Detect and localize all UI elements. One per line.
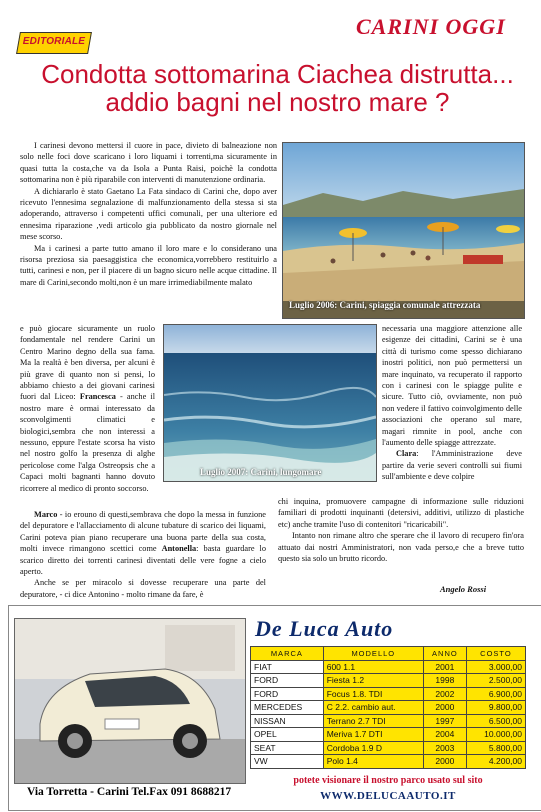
car-image — [15, 619, 245, 783]
headline — [20, 60, 535, 116]
sea-photo-image — [164, 325, 376, 481]
table-row — [251, 755, 526, 769]
car-brand: FORD — [251, 687, 324, 701]
car-photo — [14, 618, 246, 784]
car-model: Polo 1.4 — [323, 755, 423, 769]
author-signature: Angelo Rossi — [440, 584, 487, 594]
sea-photo-caption: Luglio 2007: Carini, lungomare — [200, 467, 322, 477]
article-paragraph — [382, 448, 522, 482]
beach-photo-caption: Luglio 2006: Carini, spiaggia comunale attrezzata — [289, 300, 481, 310]
article-paragraph: Anche se per miracolo si dovesse recuperare una parte del depuratore, - ci dice Antonino - molto rimane da fare, è — [20, 578, 266, 599]
speaker-name: Marco — [34, 510, 58, 519]
article-paragraph: chi inquina, promuovere campagne di informazione sulle riduzioni familiari di prodotti inquinanti (detersivi, additivi, utilizzo di plastiche etc) anche tramite l'uso di contenitori "ricaricabili". — [278, 497, 524, 529]
table-row — [251, 728, 526, 742]
table-row — [251, 741, 526, 755]
car-brand: SEAT — [251, 741, 324, 755]
car-year: 2001 — [423, 660, 466, 674]
speaker-name: Francesca — [79, 392, 116, 402]
article-paragraph: necessaria una maggiore attenzione alle esigenze dei cittadini, Carini se è una città di turismo come spesso dichiarano inostri politici, non può permettersi un mare inquinato, va recuperato il rapporto con i carinesi con le spiagge pulite e sicure. Tutto ciò, ovviamente, non può non vedere il fattivo coinvolgimento delle associazioni che operano sul mare, magari rimnite in pool, anche con l'aumento delle spiagge attrezzate. — [382, 324, 522, 448]
car-model: Cordoba 1.9 D — [323, 741, 423, 755]
article-column-bottom-right — [278, 496, 524, 564]
car-brand: FIAT — [251, 660, 324, 674]
article-paragraph — [20, 509, 266, 577]
magazine-title: CARINI OGGI — [356, 14, 506, 39]
text-run: - io erouno di questi,sembrava che dopo la messa in funzione del depuratore e l'allacciamento di alcune tubature di scarico dei liquami, Carini poteva pian piano recuperare una buona parte della sua costa, molti invece rimangono scettici come — [20, 510, 266, 554]
car-year: 2000 — [423, 755, 466, 769]
table-row — [251, 660, 526, 674]
car-brand: FORD — [251, 674, 324, 688]
text-run: - anche il nostro mare è ormai interessato da sconvolgimenti climatici e biologici,sembra che non interessi a nessuno, eppure l'estate scorsa ha visto nel nostro golfo la presenza di alghe pericolose come l'alga Ostreopsis che a Capaci molti bagnanti hanno dovuto ricorrere al medico di pronto soccorso. — [20, 392, 156, 493]
car-price: 2.500,00 — [466, 674, 525, 688]
article-paragraph: Intanto non rimane altro che sperare che il lavoro di recupero fin'ora attuato dai nostri Amministratori, non vada perso,e che a breve tutto questo sia solo un brutto ricordo. — [278, 531, 524, 564]
car-year: 2000 — [423, 701, 466, 715]
column-header: ANNO — [423, 647, 466, 661]
sea-photo — [163, 324, 377, 482]
car-model: Meriva 1.7 DTI — [323, 728, 423, 742]
car-price: 10.000,00 — [466, 728, 525, 742]
editorial-badge-label: EDITORIALE — [22, 36, 86, 47]
dealer-name: De Luca Auto — [255, 616, 394, 641]
table-header-row — [251, 647, 526, 661]
speaker-name: Clara — [396, 449, 417, 459]
dealer-address: Via Torretta - Carini Tel.Fax 091 8688217 — [26, 786, 232, 798]
visit-message: potete visionare il nostro parco usato sul sito — [293, 775, 483, 786]
table-row — [251, 674, 526, 688]
speaker-name: Antonella — [161, 544, 197, 554]
car-price: 9.800,00 — [466, 701, 525, 715]
car-brand: NISSAN — [251, 714, 324, 728]
car-year: 2003 — [423, 741, 466, 755]
website-link[interactable]: WWW.DELUCAAUTO.IT — [320, 790, 456, 802]
car-year: 1998 — [423, 674, 466, 688]
table-row — [251, 701, 526, 715]
car-model: C 2.2. cambio aut. — [323, 701, 423, 715]
used-cars-table — [250, 646, 526, 769]
car-brand: VW — [251, 755, 324, 769]
car-brand: MERCEDES — [251, 701, 324, 715]
column-header: MODELLO — [323, 647, 423, 661]
article-column-right — [382, 323, 522, 483]
article-paragraph: A dichiararlo è stato Gaetano La Fata sindaco di Carini che, dopo aver ricevuto l'ennesima segnalazione di malfunzionamento della stessa si sta adoperando, attraverso i competenti uffici comunali, per una ulteriore ed ennesima riparazione ,vedi articolo gia pubblicato da nostro giornale nel mese scorso. — [20, 186, 277, 242]
text-run: : l'Amministrazione deve partire da verie severi controlli sui fiumi sull'ambiente e deve colpire — [382, 449, 522, 482]
article-column-upper — [20, 140, 277, 288]
article-paragraph: I carinesi devono mettersi il cuore in pace, divieto di balneazione non solo nelle foci dove scaricano i loro liquami i torrenti,ma sicuramente in quasi tutta la costa,che va da Isola a Punta Raisi, poichè la condotta sottomarina non è più riparabile con interventi di manutenzione ordinaria. — [20, 141, 277, 185]
car-model: Focus 1.8. TDI — [323, 687, 423, 701]
column-header: MARCA — [251, 647, 324, 661]
car-price: 6.500,00 — [466, 714, 525, 728]
car-price: 4.200,00 — [466, 755, 525, 769]
table-row — [251, 687, 526, 701]
headline-line-2: addio bagni nel nostro mare ? — [105, 87, 450, 117]
headline-line-1: Condotta sottomarina Ciachea distrutta... — [41, 59, 514, 89]
car-price: 6.900,00 — [466, 687, 525, 701]
car-year: 1997 — [423, 714, 466, 728]
article-paragraph: Ma i carinesi a parte tutto amano il loro mare e lo considerano una risorsa preziosa sia paesaggistica che economica,vorrebbero restituirlo a tutti, carinesi e non, per il piacere di un bagno sicuro nelle acque cittadine. Il mare di Carini,secondo molti,non è un mare irrimediabilmente malato — [20, 243, 277, 287]
car-model: Terrano 2.7 TDI — [323, 714, 423, 728]
table-row — [251, 714, 526, 728]
car-price: 5.800,00 — [466, 741, 525, 755]
text-run: : basta guardare lo scarico diretto dei torrenti carinesi diventati delle vere fogne a cielo aperto. — [20, 544, 266, 577]
column-header: COSTO — [466, 647, 525, 661]
beach-photo-image — [283, 143, 524, 318]
article-column-narrow — [20, 323, 155, 494]
car-price: 3.000,00 — [466, 660, 525, 674]
article-paragraph — [20, 323, 155, 494]
car-model: 600 1.1 — [323, 660, 423, 674]
article-column-bottom-left — [20, 509, 266, 600]
car-year: 2002 — [423, 687, 466, 701]
text-run: e può giocare sicuramente un ruolo fondamentale nel rendere Carini un Centro Marino degno della sua fama. Ma la realtà è ben diversa, per alcuni è più grave di quanto non si pensi, lo abbiamo chiesto a dei giovani carinesi fuori dal Liceo: — [20, 324, 155, 402]
car-model: Fiesta 1.2 — [323, 674, 423, 688]
car-year: 2004 — [423, 728, 466, 742]
car-brand: OPEL — [251, 728, 324, 742]
beach-photo — [282, 142, 525, 319]
